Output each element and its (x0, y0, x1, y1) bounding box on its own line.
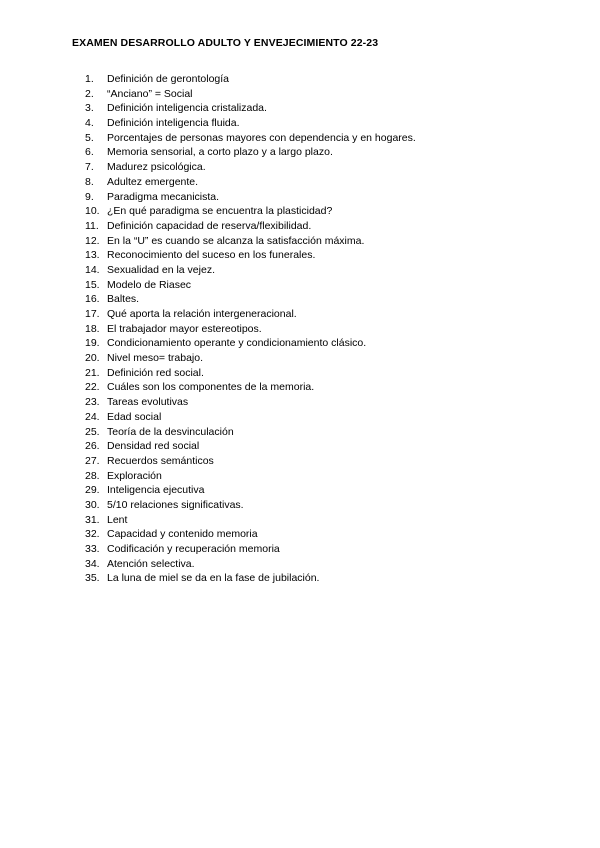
item-text: Qué aporta la relación intergeneracional. (107, 308, 297, 320)
item-text: 5/10 relaciones significativas. (107, 498, 244, 511)
item-number: 16. (85, 293, 100, 306)
item-number: 28. (85, 469, 100, 482)
list-item (85, 439, 416, 454)
list-item (85, 498, 416, 513)
item-text: Porcentajes de personas mayores con dependencia y en hogares. (107, 131, 416, 144)
item-text: ¿En qué paradigma se encuentra la plasticidad? (107, 205, 333, 218)
item-text: Reconocimiento del suceso en los funerales. (107, 249, 316, 262)
list-item (85, 145, 416, 160)
list-item (85, 307, 416, 322)
list-item (85, 72, 416, 87)
list-item (85, 190, 416, 205)
list-item (85, 527, 416, 542)
item-number: 34. (85, 557, 100, 570)
item-number: 14. (85, 263, 100, 276)
list-item (85, 542, 416, 557)
item-text: Lent (107, 513, 128, 526)
item-number: 23. (85, 396, 100, 409)
item-text: Condicionamiento operante y condicionamiento clásico. (107, 337, 367, 350)
question-list (85, 72, 416, 586)
item-text: Modelo de Riasec (107, 278, 192, 291)
item-text: Teoría de la desvinculación (107, 425, 234, 438)
item-number: 1. (85, 73, 94, 85)
item-number: 8. (85, 175, 94, 188)
list-item (85, 175, 416, 190)
item-number: 9. (85, 190, 94, 203)
list-item (85, 101, 416, 116)
item-number: 6. (85, 146, 94, 159)
item-number: 32. (85, 528, 100, 541)
item-text: Inteligencia ejecutiva (107, 484, 205, 497)
item-text: Definición capacidad de reserva/flexibilidad. (107, 219, 312, 232)
list-item (85, 336, 416, 351)
list-item (85, 219, 416, 234)
item-number: 21. (85, 366, 100, 379)
item-text: Edad social (107, 410, 162, 423)
item-number: 30. (85, 498, 100, 511)
list-item (85, 557, 416, 572)
item-number: 24. (85, 410, 100, 423)
item-text: Definición de gerontología (107, 73, 230, 85)
item-number: 25. (85, 425, 100, 438)
item-text: Capacidad y contenido memoria (107, 528, 258, 541)
list-item (85, 366, 416, 381)
item-number: 26. (85, 440, 100, 453)
item-text: Paradigma mecanicista. (107, 190, 220, 203)
list-item (85, 204, 416, 219)
item-text: Recuerdos semánticos (107, 454, 214, 467)
item-number: 12. (85, 234, 100, 247)
item-number: 10. (85, 205, 100, 218)
item-number: 15. (85, 278, 100, 291)
item-text: Cuáles son los componentes de la memoria. (107, 381, 315, 394)
item-text: Definición inteligencia cristalizada. (107, 102, 267, 115)
list-item (85, 571, 416, 586)
item-text: Sexualidad en la vejez. (107, 263, 215, 276)
item-text: La luna de miel se da en la fase de jubilación. (107, 572, 320, 585)
item-text: Codificación y recuperación memoria (107, 543, 280, 555)
item-number: 19. (85, 337, 100, 350)
list-item (85, 351, 416, 366)
list-item (85, 248, 416, 263)
item-number: 27. (85, 454, 100, 467)
item-number: 29. (85, 484, 100, 497)
list-item (85, 131, 416, 146)
list-item (85, 234, 416, 249)
item-number: 13. (85, 249, 100, 262)
item-text: Baltes. (107, 293, 140, 306)
list-item (85, 292, 416, 307)
item-number: 20. (85, 352, 100, 365)
item-text: En la “U” es cuando se alcanza la satisfacción máxima. (107, 234, 365, 247)
item-number: 35. (85, 572, 100, 585)
list-item (85, 278, 416, 293)
item-text: Adultez emergente. (107, 175, 199, 188)
item-text: Memoria sensorial, a corto plazo y a largo plazo. (107, 146, 333, 159)
list-item (85, 425, 416, 440)
list-item (85, 116, 416, 131)
item-number: 31. (85, 513, 100, 526)
list-item (85, 395, 416, 410)
list-item (85, 483, 416, 498)
list-item (85, 263, 416, 278)
list-item (85, 513, 416, 528)
item-text: “Anciano” = Social (107, 87, 193, 100)
list-item (85, 380, 416, 395)
item-number: 4. (85, 117, 94, 130)
list-item (85, 322, 416, 337)
item-text: Atención selectiva. (107, 557, 195, 570)
item-number: 2. (85, 87, 94, 100)
list-item (85, 160, 416, 175)
item-number: 11. (85, 219, 99, 232)
item-text: El trabajador mayor estereotipos. (107, 322, 262, 335)
item-number: 17. (85, 308, 100, 320)
list-item (85, 410, 416, 425)
list-item (85, 87, 416, 102)
item-text: Nivel meso= trabajo. (107, 352, 204, 365)
item-number: 33. (85, 543, 100, 555)
item-number: 3. (85, 102, 94, 115)
item-text: Definición inteligencia fluida. (107, 117, 240, 130)
item-number: 22. (85, 381, 100, 394)
list-item (85, 469, 416, 484)
item-number: 5. (85, 131, 94, 144)
page-title: EXAMEN DESARROLLO ADULTO Y ENVEJECIMIENTO 22-23 (72, 37, 379, 49)
item-text: Definición red social. (107, 366, 204, 379)
item-number: 7. (85, 161, 94, 174)
item-text: Madurez psicológica. (107, 161, 206, 174)
list-item (85, 454, 416, 469)
item-text: Exploración (107, 469, 162, 482)
item-text: Densidad red social (107, 440, 200, 453)
item-text: Tareas evolutivas (107, 396, 189, 409)
item-number: 18. (85, 322, 100, 335)
